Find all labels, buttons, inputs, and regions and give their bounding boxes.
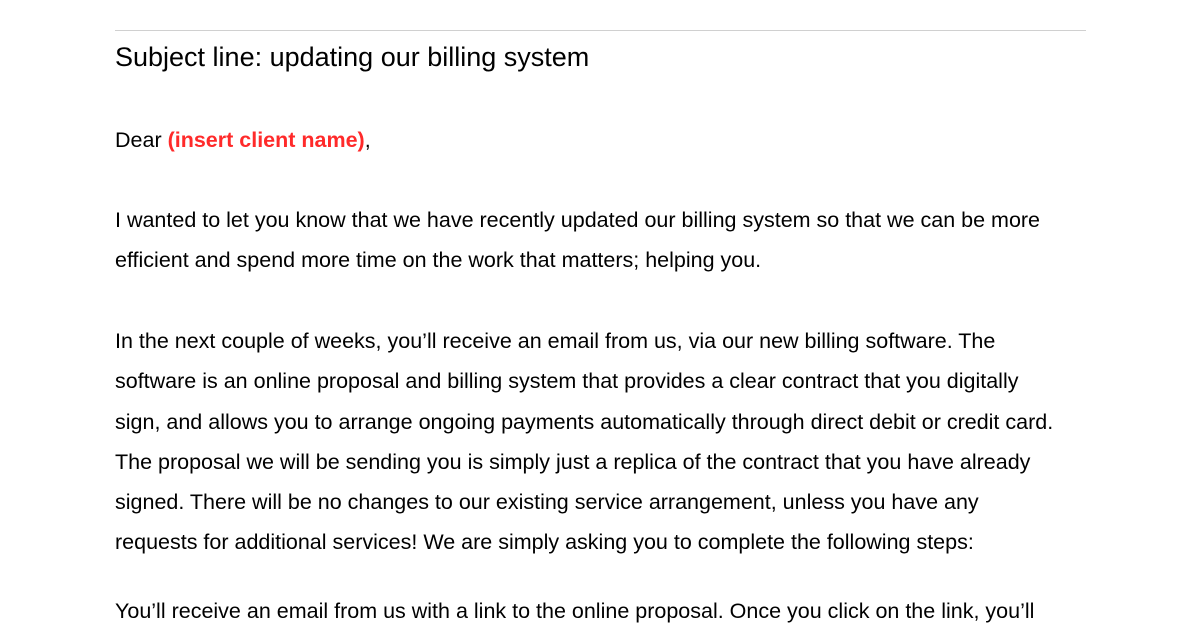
client-name-placeholder: (insert client name) (167, 128, 365, 152)
paragraph-line: requests for additional services! We are simply asking you to complete the following steps: (115, 530, 974, 555)
paragraph-steps (115, 591, 1105, 631)
paragraph-line: In the next couple of weeks, you’ll receive an email from us, via our new billing software. The (115, 329, 996, 353)
paragraph-line: sign, and allows you to arrange ongoing payments automatically through direct debit or credit card. (115, 409, 1054, 434)
paragraph-line: software is an online proposal and billing system that provides a clear contract that you digitally (115, 369, 1019, 394)
paragraph-intro (115, 200, 1105, 281)
header-divider (115, 30, 1086, 31)
paragraph-line: I wanted to let you know that we have recently updated our billing system so that we can be more (115, 208, 1041, 232)
paragraph-billing-details (115, 321, 1105, 563)
salutation-greeting: Dear (115, 128, 168, 152)
subject-line: Subject line: updating our billing system (115, 42, 590, 72)
salutation (115, 124, 371, 156)
paragraph-line: The proposal we will be sending you is simply just a replica of the contract that you have already (115, 449, 1031, 474)
paragraph-line: efficient and spend more time on the work that matters; helping you. (115, 248, 762, 273)
salutation-punctuation: , (364, 128, 371, 152)
paragraph-line: signed. There will be no changes to our existing service arrangement, unless you have any (115, 490, 979, 515)
paragraph-line: You’ll receive an email from us with a link to the online proposal. Once you click on the link, you’ll (115, 599, 1035, 623)
